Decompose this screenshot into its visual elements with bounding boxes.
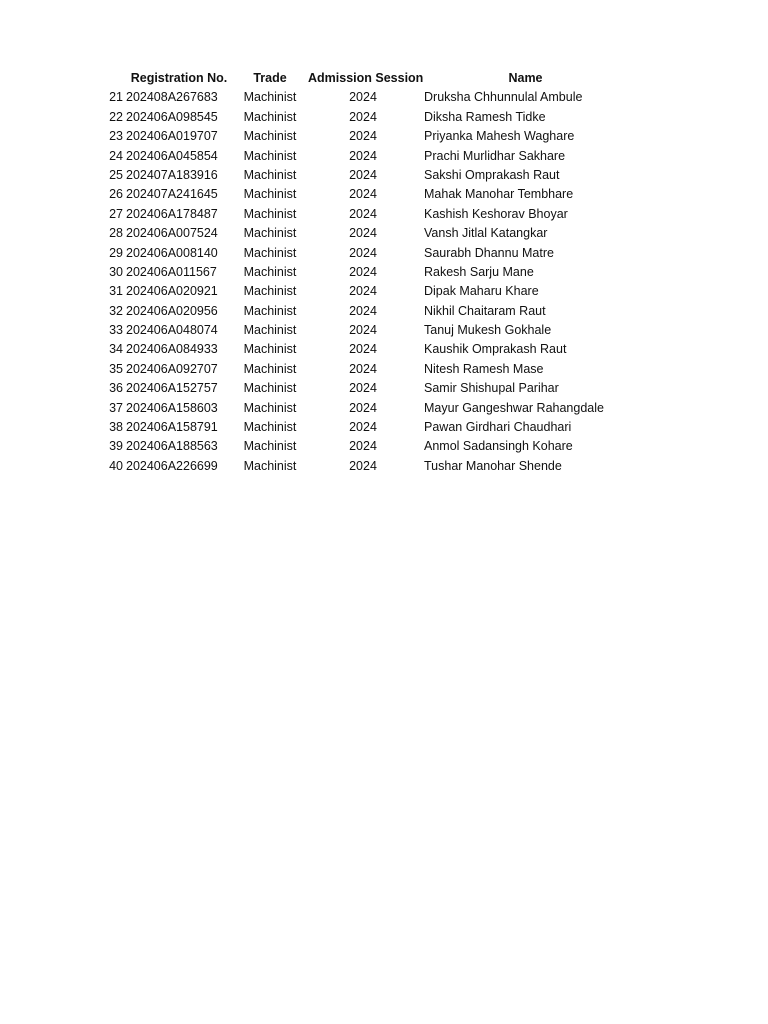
registration-number-cell: 202406A092707 [126,361,218,376]
registration-number-cell: 202406A226699 [126,458,218,473]
serial-number-cell: 32 [109,303,123,318]
header-admission-session: Admission Session [308,71,424,85]
header-registration-no: Registration No. [130,71,228,85]
admission-session-cell: 2024 [349,109,377,124]
serial-number-cell: 30 [109,264,123,279]
table-row [0,399,768,418]
serial-number-cell: 24 [109,148,123,163]
serial-number-cell: 31 [109,284,123,299]
trade-cell: Machinist [243,400,297,415]
admission-session-cell: 2024 [349,187,377,202]
trade-cell: Machinist [243,458,297,473]
name-cell: Priyanka Mahesh Waghare [424,129,575,144]
admission-session-cell: 2024 [349,400,377,415]
admission-session-cell: 2024 [349,284,377,299]
registration-number-cell: 202406A152757 [126,381,218,396]
serial-number-cell: 38 [109,420,123,435]
table-row [0,108,768,127]
registration-number-cell: 202406A020921 [126,284,218,299]
table-row [0,147,768,166]
header-trade: Trade [253,71,287,85]
trade-cell: Machinist [243,226,297,241]
name-cell: Prachi Murlidhar Sakhare [424,148,566,163]
table-row [0,263,768,282]
serial-number-cell: 22 [109,109,123,124]
trade-cell: Machinist [243,245,297,260]
registration-number-cell: 202406A158791 [126,420,218,435]
trade-cell: Machinist [243,323,297,338]
trade-cell: Machinist [243,439,297,454]
serial-number-cell: 33 [109,323,123,338]
student-table [0,69,768,476]
serial-number-cell: 34 [109,342,123,357]
table-row [0,457,768,476]
admission-session-cell: 2024 [349,323,377,338]
table-row [0,321,768,340]
trade-cell: Machinist [243,361,297,376]
trade-cell: Machinist [243,303,297,318]
table-row [0,282,768,301]
registration-number-cell: 202406A098545 [126,109,218,124]
name-cell: Druksha Chhunnulal Ambule [424,90,583,105]
registration-number-cell: 202406A020956 [126,303,218,318]
registration-number-cell: 202406A045854 [126,148,218,163]
table-row [0,166,768,185]
admission-session-cell: 2024 [349,129,377,144]
table-header-row [0,69,768,88]
table-row [0,302,768,321]
name-cell: Anmol Sadansingh Kohare [424,439,573,454]
admission-session-cell: 2024 [349,439,377,454]
table-row [0,379,768,398]
table-row [0,88,768,107]
trade-cell: Machinist [243,129,297,144]
name-cell: Vansh Jitlal Katangkar [424,226,548,241]
name-cell: Tushar Manohar Shende [424,458,562,473]
admission-session-cell: 2024 [349,361,377,376]
name-cell: Saurabh Dhannu Matre [424,245,554,260]
table-row [0,244,768,263]
trade-cell: Machinist [243,187,297,202]
name-cell: Nitesh Ramesh Mase [424,361,544,376]
registration-number-cell: 202406A008140 [126,245,218,260]
serial-number-cell: 27 [109,206,123,221]
trade-cell: Machinist [243,206,297,221]
serial-number-cell: 29 [109,245,123,260]
registration-number-cell: 202407A183916 [126,167,218,182]
admission-session-cell: 2024 [349,245,377,260]
registration-number-cell: 202406A084933 [126,342,218,357]
serial-number-cell: 35 [109,361,123,376]
serial-number-cell: 26 [109,187,123,202]
table-row [0,127,768,146]
table-row [0,185,768,204]
trade-cell: Machinist [243,90,297,105]
name-cell: Mayur Gangeshwar Rahangdale [424,400,604,415]
name-cell: Sakshi Omprakash Raut [424,167,560,182]
trade-cell: Machinist [243,148,297,163]
table-row [0,340,768,359]
trade-cell: Machinist [243,284,297,299]
admission-session-cell: 2024 [349,420,377,435]
serial-number-cell: 23 [109,129,123,144]
registration-number-cell: 202406A158603 [126,400,218,415]
name-cell: Kaushik Omprakash Raut [424,342,567,357]
table-row [0,205,768,224]
serial-number-cell: 37 [109,400,123,415]
name-cell: Samir Shishupal Parihar [424,381,559,396]
admission-session-cell: 2024 [349,167,377,182]
table-body [0,88,768,476]
serial-number-cell: 36 [109,381,123,396]
admission-session-cell: 2024 [349,264,377,279]
serial-number-cell: 28 [109,226,123,241]
trade-cell: Machinist [243,381,297,396]
registration-number-cell: 202406A007524 [126,226,218,241]
trade-cell: Machinist [243,420,297,435]
trade-cell: Machinist [243,264,297,279]
trade-cell: Machinist [243,109,297,124]
admission-session-cell: 2024 [349,226,377,241]
admission-session-cell: 2024 [349,381,377,396]
admission-session-cell: 2024 [349,90,377,105]
registration-number-cell: 202406A048074 [126,323,218,338]
trade-cell: Machinist [243,167,297,182]
registration-number-cell: 202406A188563 [126,439,218,454]
admission-session-cell: 2024 [349,206,377,221]
table-row [0,437,768,456]
name-cell: Dipak Maharu Khare [424,284,539,299]
serial-number-cell: 39 [109,439,123,454]
name-cell: Rakesh Sarju Mane [424,264,534,279]
admission-session-cell: 2024 [349,458,377,473]
serial-number-cell: 40 [109,458,123,473]
table-row [0,360,768,379]
trade-cell: Machinist [243,342,297,357]
admission-session-cell: 2024 [349,342,377,357]
header-name: Name [508,71,543,85]
registration-number-cell: 202406A011567 [126,264,217,279]
name-cell: Kashish Keshorav Bhoyar [424,206,568,221]
name-cell: Tanuj Mukesh Gokhale [424,323,552,338]
registration-number-cell: 202408A267683 [126,90,218,105]
admission-session-cell: 2024 [349,148,377,163]
registration-number-cell: 202406A178487 [126,206,218,221]
name-cell: Nikhil Chaitaram Raut [424,303,546,318]
serial-number-cell: 21 [109,90,123,105]
admission-session-cell: 2024 [349,303,377,318]
name-cell: Pawan Girdhari Chaudhari [424,420,572,435]
name-cell: Diksha Ramesh Tidke [424,109,546,124]
serial-number-cell: 25 [109,167,123,182]
name-cell: Mahak Manohar Tembhare [424,187,574,202]
registration-number-cell: 202406A019707 [126,129,218,144]
registration-number-cell: 202407A241645 [126,187,218,202]
table-row [0,224,768,243]
table-row [0,418,768,437]
